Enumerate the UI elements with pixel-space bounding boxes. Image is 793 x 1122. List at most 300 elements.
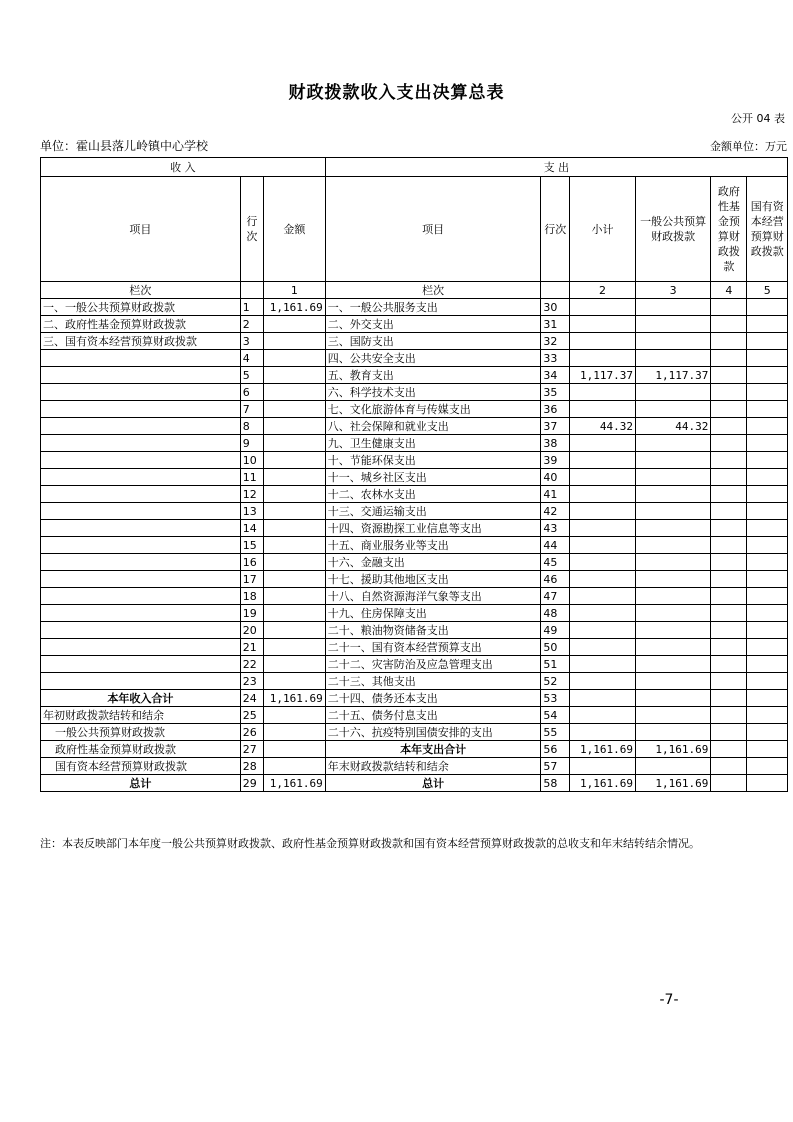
col-blank [240,282,263,299]
expense-general-budget [635,486,710,503]
income-amount [264,554,326,571]
expense-fund-budget [711,503,747,520]
expense-state-capital [747,758,788,775]
income-row-no: 1 [240,299,263,316]
income-item [41,350,241,367]
expense-general-budget [635,503,710,520]
unit-name: 单位：霍山县落儿岭镇中心学校 [40,139,209,153]
income-amount [264,350,326,367]
expense-subtotal [570,605,636,622]
expense-subtotal [570,537,636,554]
expense-row-no: 33 [541,350,570,367]
expense-row-no: 42 [541,503,570,520]
expense-general-budget [635,622,710,639]
col-label-left: 栏次 [41,282,241,299]
income-row-no: 6 [240,384,263,401]
expense-subtotal [570,639,636,656]
expense-general-budget [635,401,710,418]
income-item: 国有资本经营预算财政拨款 [41,758,241,775]
expense-fund-budget [711,605,747,622]
expense-item: 十二、农林水支出 [325,486,541,503]
table-row [41,724,788,741]
expense-state-capital [747,520,788,537]
income-amount [264,418,326,435]
expense-subtotal: 44.32 [570,418,636,435]
expense-subtotal [570,333,636,350]
table-row [41,741,788,758]
income-item [41,554,241,571]
expense-subtotal [570,299,636,316]
expense-row-no: 53 [541,690,570,707]
expense-subtotal [570,690,636,707]
expense-row-no: 56 [541,741,570,758]
income-row-no: 27 [240,741,263,758]
income-amount: 1,161.69 [264,690,326,707]
expense-general-budget [635,571,710,588]
table-row [41,673,788,690]
expense-subtotal [570,554,636,571]
income-item [41,537,241,554]
table-row [41,656,788,673]
expense-general-budget [635,605,710,622]
fund-budget-header: 政府性基金预算财政拨款 [711,177,747,282]
expense-subtotal [570,707,636,724]
expense-fund-budget [711,775,747,792]
expense-item: 七、文化旅游体育与传媒支出 [325,401,541,418]
expense-general-budget [635,333,710,350]
income-item: 政府性基金预算财政拨款 [41,741,241,758]
expense-general-budget [635,707,710,724]
expense-subtotal [570,503,636,520]
income-amount [264,435,326,452]
expense-item: 二十三、其他支出 [325,673,541,690]
expense-subtotal [570,350,636,367]
table-row [41,707,788,724]
income-amount [264,469,326,486]
income-item [41,639,241,656]
expense-item: 六、科学技术支出 [325,384,541,401]
col-index-5: 5 [747,282,788,299]
income-item [41,384,241,401]
expense-row-no: 46 [541,571,570,588]
expense-subtotal [570,520,636,537]
expense-general-budget: 1,161.69 [635,775,710,792]
expense-general-budget [635,316,710,333]
table-row [41,520,788,537]
expense-row-no: 52 [541,673,570,690]
income-amount [264,333,326,350]
expense-general-budget: 1,161.69 [635,741,710,758]
expense-row-no: 49 [541,622,570,639]
expense-row-no: 31 [541,316,570,333]
income-amount-header: 金额 [264,177,326,282]
expense-fund-budget [711,537,747,554]
expense-row-no: 44 [541,537,570,554]
income-row-no: 11 [240,469,263,486]
expense-general-budget [635,520,710,537]
expense-rowno-header: 行次 [541,177,570,282]
expense-general-budget [635,639,710,656]
expense-row-no: 36 [541,401,570,418]
expense-row-no: 54 [541,707,570,724]
expense-general-budget [635,384,710,401]
expense-header: 支 出 [325,158,787,177]
expense-general-budget [635,350,710,367]
page-number: -7- [659,992,679,1008]
income-amount [264,401,326,418]
income-row-no: 10 [240,452,263,469]
expense-subtotal [570,656,636,673]
table-row [41,554,788,571]
expense-fund-budget [711,639,747,656]
income-amount [264,367,326,384]
income-item [41,452,241,469]
income-row-no: 5 [240,367,263,384]
expense-general-budget: 1,117.37 [635,367,710,384]
income-row-no: 9 [240,435,263,452]
income-amount [264,758,326,775]
expense-subtotal [570,469,636,486]
expense-state-capital [747,333,788,350]
expense-item: 年末财政拨款结转和结余 [325,758,541,775]
expense-item: 二十一、国有资本经营预算支出 [325,639,541,656]
header-column-row [41,177,788,282]
expense-fund-budget [711,316,747,333]
expense-fund-budget [711,418,747,435]
income-row-no: 20 [240,622,263,639]
income-rowno-header: 行次 [240,177,263,282]
expense-general-budget [635,435,710,452]
expense-state-capital [747,401,788,418]
expense-state-capital [747,486,788,503]
expense-fund-budget [711,673,747,690]
income-row-no: 14 [240,520,263,537]
income-header: 收 入 [41,158,326,177]
expense-general-budget: 44.32 [635,418,710,435]
expense-fund-budget [711,741,747,758]
expense-subtotal [570,724,636,741]
table-row [41,622,788,639]
income-item [41,571,241,588]
expense-general-budget [635,469,710,486]
expense-item: 三、国防支出 [325,333,541,350]
income-amount [264,588,326,605]
expense-item: 二十六、抗疫特别国债安排的支出 [325,724,541,741]
expense-fund-budget [711,486,747,503]
income-row-no: 2 [240,316,263,333]
table-row [41,299,788,316]
expense-subtotal [570,758,636,775]
expense-item: 十六、金融支出 [325,554,541,571]
income-item-header: 项目 [41,177,241,282]
expense-subtotal [570,571,636,588]
expense-subtotal [570,486,636,503]
expense-fund-budget [711,656,747,673]
income-row-no: 12 [240,486,263,503]
expense-item: 十三、交通运输支出 [325,503,541,520]
table-row [41,503,788,520]
expense-row-no: 38 [541,435,570,452]
income-row-no: 19 [240,605,263,622]
table-row [41,690,788,707]
income-row-no: 7 [240,401,263,418]
income-item [41,673,241,690]
table-note: 注：本表反映部门本年度一般公共预算财政拨款、政府性基金预算财政拨款和国有资本经营预算财政拨款的总收支和年末结转结余情况。 [40,837,700,850]
expense-row-no: 55 [541,724,570,741]
income-item: 本年收入合计 [41,690,241,707]
expense-item: 十、节能环保支出 [325,452,541,469]
expense-general-budget [635,690,710,707]
income-item: 二、政府性基金预算财政拨款 [41,316,241,333]
expense-fund-budget [711,435,747,452]
expense-general-budget [635,588,710,605]
income-amount: 1,161.69 [264,775,326,792]
income-row-no: 17 [240,571,263,588]
table-row [41,605,788,622]
income-item: 一、一般公共预算财政拨款 [41,299,241,316]
form-number: 公开 04 表 [731,112,785,125]
expense-subtotal: 1,161.69 [570,775,636,792]
expense-state-capital [747,299,788,316]
income-amount [264,452,326,469]
expense-general-budget [635,537,710,554]
expense-subtotal: 1,117.37 [570,367,636,384]
expense-state-capital [747,639,788,656]
expense-item: 十八、自然资源海洋气象等支出 [325,588,541,605]
expense-row-no: 50 [541,639,570,656]
expense-state-capital [747,367,788,384]
expense-item: 二十四、债务还本支出 [325,690,541,707]
expense-row-no: 43 [541,520,570,537]
table-row [41,486,788,503]
expense-general-budget [635,452,710,469]
expense-subtotal [570,588,636,605]
budget-table [40,157,788,792]
income-row-no: 16 [240,554,263,571]
income-row-no: 26 [240,724,263,741]
table-row [41,350,788,367]
income-item: 年初财政拨款结转和结余 [41,707,241,724]
table-row [41,367,788,384]
income-amount [264,486,326,503]
expense-item: 总计 [325,775,541,792]
income-item: 三、国有资本经营预算财政拨款 [41,333,241,350]
table-row [41,469,788,486]
expense-state-capital [747,452,788,469]
expense-general-budget [635,554,710,571]
income-row-no: 25 [240,707,263,724]
expense-row-no: 51 [541,656,570,673]
income-amount [264,316,326,333]
expense-subtotal [570,384,636,401]
expense-item: 四、公共安全支出 [325,350,541,367]
expense-state-capital [747,724,788,741]
expense-state-capital [747,707,788,724]
expense-item: 二十二、灾害防治及应急管理支出 [325,656,541,673]
expense-fund-budget [711,469,747,486]
expense-item: 十四、资源勘探工业信息等支出 [325,520,541,537]
table-row [41,418,788,435]
income-amount [264,707,326,724]
income-row-no: 3 [240,333,263,350]
income-item: 总计 [41,775,241,792]
income-amount [264,656,326,673]
col-index-3: 3 [635,282,710,299]
table-row [41,316,788,333]
state-capital-header: 国有资本经营预算财政拨款 [747,177,788,282]
expense-subtotal [570,401,636,418]
expense-fund-budget [711,758,747,775]
income-amount [264,673,326,690]
expense-fund-budget [711,384,747,401]
income-row-no: 21 [240,639,263,656]
table-row [41,435,788,452]
expense-state-capital [747,690,788,707]
expense-item: 十七、援助其他地区支出 [325,571,541,588]
income-item [41,520,241,537]
expense-row-no: 35 [541,384,570,401]
income-item [41,418,241,435]
expense-state-capital [747,350,788,367]
expense-general-budget [635,724,710,741]
expense-row-no: 37 [541,418,570,435]
expense-general-budget [635,758,710,775]
table-row [41,537,788,554]
expense-fund-budget [711,690,747,707]
income-amount [264,741,326,758]
col-index-1: 1 [264,282,326,299]
expense-state-capital [747,503,788,520]
expense-subtotal [570,622,636,639]
expense-state-capital [747,588,788,605]
expense-fund-budget [711,571,747,588]
expense-state-capital [747,775,788,792]
income-row-no: 13 [240,503,263,520]
amount-unit: 金额单位：万元 [710,140,787,153]
table-row [41,452,788,469]
income-amount [264,384,326,401]
income-amount: 1,161.69 [264,299,326,316]
income-row-no: 29 [240,775,263,792]
expense-fund-budget [711,367,747,384]
income-amount [264,605,326,622]
income-item [41,401,241,418]
expense-fund-budget [711,452,747,469]
expense-row-no: 48 [541,605,570,622]
expense-row-no: 58 [541,775,570,792]
expense-row-no: 30 [541,299,570,316]
income-amount [264,622,326,639]
expense-item: 九、卫生健康支出 [325,435,541,452]
expense-state-capital [747,622,788,639]
expense-state-capital [747,673,788,690]
expense-fund-budget [711,350,747,367]
expense-item-header: 项目 [325,177,541,282]
expense-row-no: 47 [541,588,570,605]
income-amount [264,520,326,537]
income-row-no: 8 [240,418,263,435]
page-title: 财政拨款收入支出决算总表 [288,83,505,103]
column-index-row [41,282,788,299]
general-budget-header: 一般公共预算财政拨款 [635,177,710,282]
expense-fund-budget [711,622,747,639]
income-row-no: 4 [240,350,263,367]
expense-item: 十一、城乡社区支出 [325,469,541,486]
expense-item: 五、教育支出 [325,367,541,384]
income-row-no: 18 [240,588,263,605]
expense-subtotal [570,435,636,452]
expense-state-capital [747,469,788,486]
expense-state-capital [747,435,788,452]
expense-state-capital [747,384,788,401]
table-row [41,588,788,605]
income-amount [264,503,326,520]
income-item [41,469,241,486]
income-item [41,503,241,520]
income-item [41,588,241,605]
expense-item: 二、外交支出 [325,316,541,333]
expense-item: 八、社会保障和就业支出 [325,418,541,435]
table-row [41,333,788,350]
income-item: 一般公共预算财政拨款 [41,724,241,741]
expense-item: 二十、粮油物资储备支出 [325,622,541,639]
expense-row-no: 32 [541,333,570,350]
expense-state-capital [747,571,788,588]
expense-fund-budget [711,707,747,724]
income-amount [264,639,326,656]
income-row-no: 24 [240,690,263,707]
expense-fund-budget [711,724,747,741]
expense-state-capital [747,316,788,333]
income-row-no: 22 [240,656,263,673]
col-index-4: 4 [711,282,747,299]
expense-fund-budget [711,554,747,571]
expense-item: 十九、住房保障支出 [325,605,541,622]
table-row [41,758,788,775]
expense-state-capital [747,741,788,758]
table-row [41,384,788,401]
expense-fund-budget [711,299,747,316]
expense-row-no: 57 [541,758,570,775]
expense-item: 十五、商业服务业等支出 [325,537,541,554]
expense-row-no: 34 [541,367,570,384]
income-item [41,605,241,622]
expense-row-no: 39 [541,452,570,469]
col-blank [541,282,570,299]
expense-item: 二十五、债务付息支出 [325,707,541,724]
table-row [41,401,788,418]
expense-row-no: 41 [541,486,570,503]
income-amount [264,537,326,554]
subtotal-header: 小计 [570,177,636,282]
expense-row-no: 40 [541,469,570,486]
income-row-no: 15 [240,537,263,554]
income-amount [264,724,326,741]
income-amount [264,571,326,588]
table-row [41,571,788,588]
expense-subtotal [570,316,636,333]
expense-item: 本年支出合计 [325,741,541,758]
expense-fund-budget [711,588,747,605]
col-index-2: 2 [570,282,636,299]
expense-general-budget [635,299,710,316]
expense-subtotal [570,673,636,690]
expense-fund-budget [711,401,747,418]
income-item [41,656,241,673]
expense-subtotal: 1,161.69 [570,741,636,758]
header-section-row [41,158,788,177]
income-row-no: 28 [240,758,263,775]
